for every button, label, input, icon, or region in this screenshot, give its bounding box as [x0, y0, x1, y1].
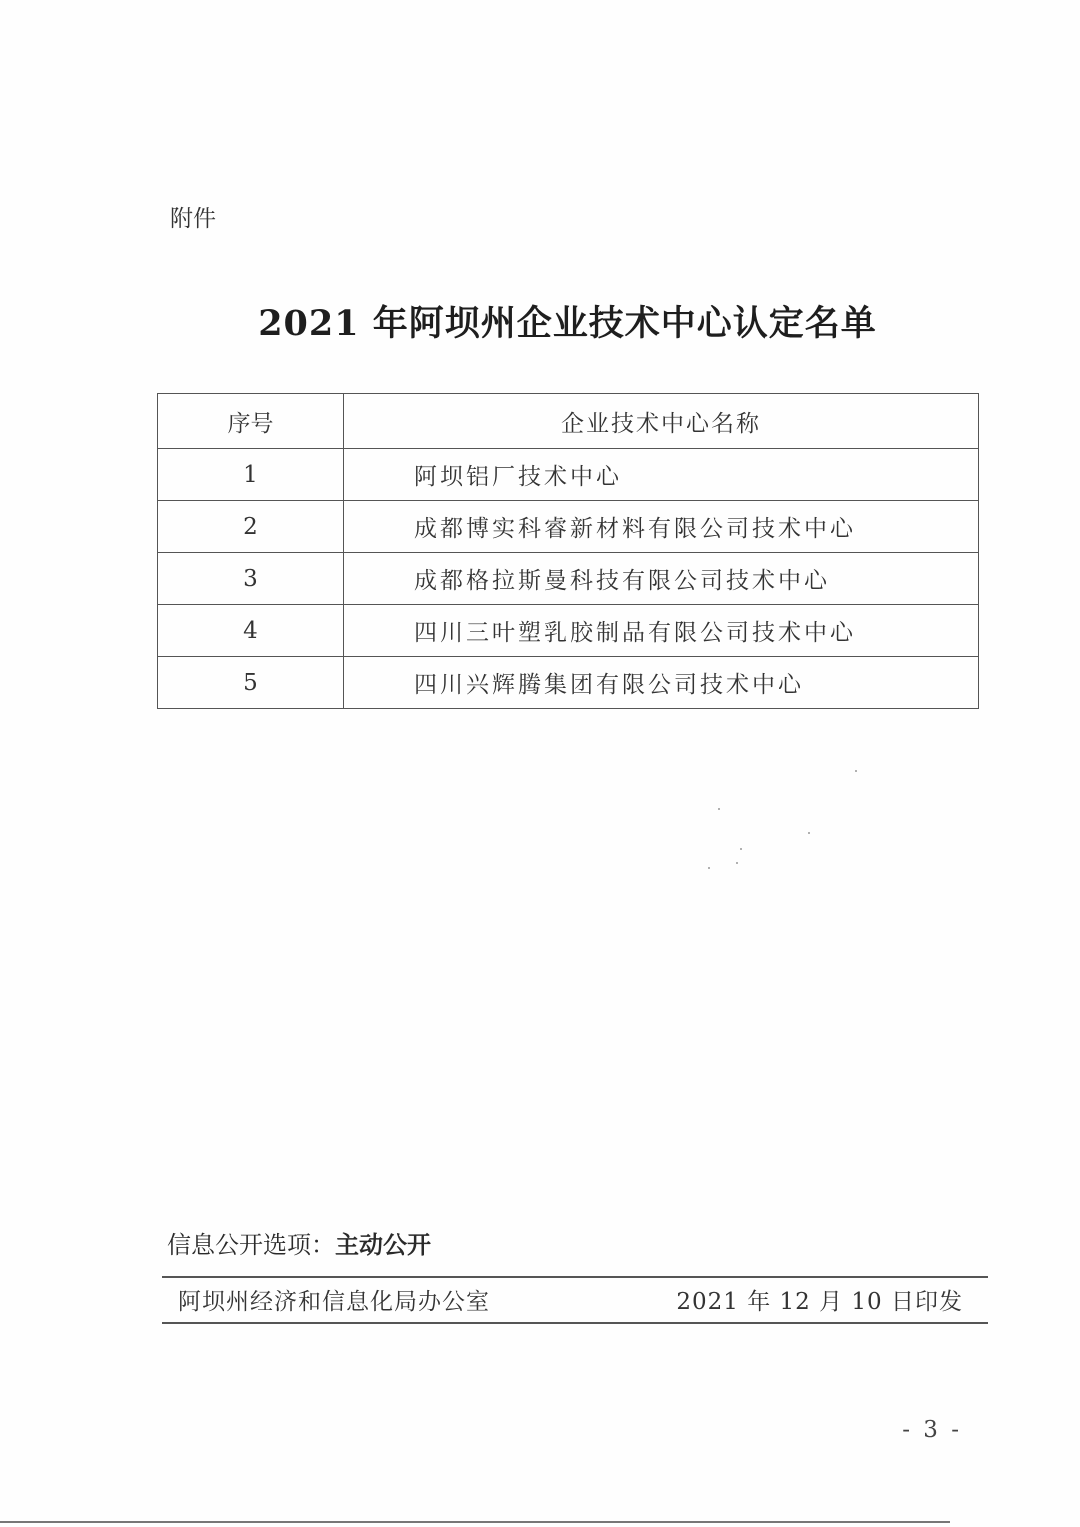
attachment-label: 附件 [170, 206, 216, 232]
disclosure-value: 主动公开 [335, 1230, 431, 1259]
row-center-name: 成都格拉斯曼科技有限公司技术中心 [344, 553, 979, 605]
row-center-name: 四川兴辉腾集团有限公司技术中心 [344, 657, 979, 709]
row-center-name: 阿坝铝厂技术中心 [344, 449, 979, 501]
tech-center-table [157, 393, 979, 709]
disclosure-label: 信息公开选项： [167, 1231, 335, 1259]
header-serial-number: 序号 [158, 394, 344, 449]
row-center-name: 成都博实科睿新材料有限公司技术中心 [344, 501, 979, 553]
row-serial-number: 2 [158, 501, 344, 553]
table-row [158, 657, 979, 709]
row-serial-number: 5 [158, 657, 344, 709]
footer-bottom-rule [162, 1322, 988, 1324]
table-row [158, 605, 979, 657]
table-row [158, 501, 979, 553]
document-title: 2021 年阿坝州企业技术中心认定名单 [258, 303, 877, 344]
header-center-name: 企业技术中心名称 [344, 394, 979, 449]
row-center-name: 四川三叶塑乳胶制品有限公司技术中心 [344, 605, 979, 657]
row-serial-number: 4 [158, 605, 344, 657]
row-serial-number: 3 [158, 553, 344, 605]
scan-edge-line [0, 1521, 950, 1523]
footer-top-rule [162, 1276, 988, 1278]
table-row [158, 449, 979, 501]
table-header-row [158, 394, 979, 449]
table-row [158, 553, 979, 605]
row-serial-number: 1 [158, 449, 344, 501]
disclosure-option [167, 1225, 431, 1260]
page-number: - 3 - [902, 1417, 962, 1443]
issue-date: 2021 年 12 月 10 日印发 [676, 1289, 963, 1315]
issuing-office: 阿坝州经济和信息化局办公室 [178, 1289, 490, 1315]
